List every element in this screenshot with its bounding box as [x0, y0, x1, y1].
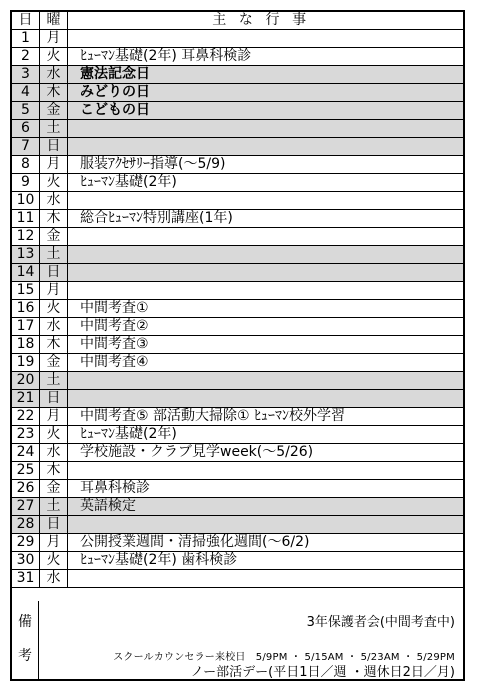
weekday-cell: 月 — [40, 282, 68, 300]
day-number: 27 — [12, 498, 40, 516]
event-cell: ﾋｭｰﾏﾝ基礎(2年) 耳鼻科検診 — [68, 48, 464, 66]
event-cell: 中間考査③ — [68, 336, 464, 354]
weekday-cell: 月 — [40, 30, 68, 48]
schedule-row — [12, 408, 463, 426]
day-number: 31 — [12, 570, 40, 588]
day-number: 3 — [12, 66, 40, 84]
event-cell: ﾋｭｰﾏﾝ基礎(2年) 歯科検診 — [68, 552, 464, 570]
schedule-row — [12, 300, 463, 318]
schedule-row — [12, 30, 463, 48]
weekday-cell: 木 — [40, 84, 68, 102]
day-number: 5 — [12, 102, 40, 120]
schedule-row — [12, 444, 463, 462]
schedule-row — [12, 426, 463, 444]
schedule-row — [12, 570, 463, 588]
event-cell: 中間考査① — [68, 300, 464, 318]
notes-section — [12, 601, 463, 679]
weekday-cell: 火 — [40, 174, 68, 192]
schedule-row — [12, 480, 463, 498]
no-club-day-note: ノー部活デー(平日1日／週 ・週休日2日／月) — [190, 665, 455, 680]
parent-meeting-note: 3年保護者会(中間考査中) — [306, 615, 455, 630]
event-cell: 憲法記念日 — [68, 66, 464, 84]
schedule-row — [12, 174, 463, 192]
event-cell: 中間考査④ — [68, 354, 464, 372]
event-cell — [68, 228, 464, 246]
event-cell — [68, 120, 464, 138]
day-number: 10 — [12, 192, 40, 210]
day-number: 7 — [12, 138, 40, 156]
schedule-row — [12, 192, 463, 210]
notes-label-char-1: 備 — [18, 614, 32, 630]
event-cell — [68, 570, 464, 588]
event-cell: ﾋｭｰﾏﾝ基礎(2年) — [68, 426, 464, 444]
day-number: 14 — [12, 264, 40, 282]
schedule-row — [12, 462, 463, 480]
monthly-schedule-sheet — [10, 10, 465, 681]
schedule-row — [12, 210, 463, 228]
weekday-cell: 火 — [40, 300, 68, 318]
schedule-row — [12, 282, 463, 300]
event-cell: 耳鼻科検診 — [68, 480, 464, 498]
event-cell: みどりの日 — [68, 84, 464, 102]
schedule-row — [12, 156, 463, 174]
weekday-cell: 水 — [40, 66, 68, 84]
schedule-row — [12, 534, 463, 552]
weekday-cell: 水 — [40, 318, 68, 336]
event-cell: 英語検定 — [68, 498, 464, 516]
day-number: 4 — [12, 84, 40, 102]
weekday-cell: 火 — [40, 552, 68, 570]
notes-label-char-2: 考 — [18, 648, 32, 664]
weekday-header: 曜 — [40, 12, 68, 30]
day-number: 16 — [12, 300, 40, 318]
day-number: 20 — [12, 372, 40, 390]
event-cell — [68, 516, 464, 534]
event-cell — [68, 30, 464, 48]
weekday-cell: 木 — [40, 210, 68, 228]
day-number: 21 — [12, 390, 40, 408]
weekday-cell: 土 — [40, 120, 68, 138]
event-cell — [68, 372, 464, 390]
day-number: 29 — [12, 534, 40, 552]
event-cell — [68, 246, 464, 264]
schedule-row — [12, 120, 463, 138]
day-number: 11 — [12, 210, 40, 228]
event-cell: 学校施設・クラブ見学week(～5/26) — [68, 444, 464, 462]
day-number: 28 — [12, 516, 40, 534]
day-header: 日 — [12, 12, 40, 30]
weekday-cell: 月 — [40, 534, 68, 552]
schedule-row — [12, 66, 463, 84]
event-cell — [68, 192, 464, 210]
weekday-cell: 日 — [40, 516, 68, 534]
weekday-cell: 土 — [40, 246, 68, 264]
schedule-row — [12, 84, 463, 102]
day-number: 23 — [12, 426, 40, 444]
day-number: 30 — [12, 552, 40, 570]
event-cell: 総合ﾋｭｰﾏﾝ特別講座(1年) — [68, 210, 464, 228]
schedule-row — [12, 318, 463, 336]
schedule-row — [12, 552, 463, 570]
day-number: 24 — [12, 444, 40, 462]
weekday-cell: 水 — [40, 570, 68, 588]
weekday-cell: 金 — [40, 480, 68, 498]
weekday-cell: 木 — [40, 462, 68, 480]
schedule-table — [12, 12, 463, 588]
schedule-row — [12, 264, 463, 282]
day-number: 8 — [12, 156, 40, 174]
day-number: 19 — [12, 354, 40, 372]
schedule-row — [12, 498, 463, 516]
schedule-row — [12, 138, 463, 156]
weekday-cell: 金 — [40, 102, 68, 120]
event-cell: 公開授業週間・清掃強化週間(～6/2) — [68, 534, 464, 552]
schedule-row — [12, 354, 463, 372]
day-number: 25 — [12, 462, 40, 480]
day-number: 17 — [12, 318, 40, 336]
schedule-row — [12, 228, 463, 246]
schedule-row — [12, 48, 463, 66]
weekday-cell: 水 — [40, 192, 68, 210]
weekday-cell: 日 — [40, 264, 68, 282]
event-cell: 服装ｱｸｾｻﾘｰ指導(～5/9) — [68, 156, 464, 174]
weekday-cell: 火 — [40, 48, 68, 66]
day-number: 18 — [12, 336, 40, 354]
event-cell: ﾋｭｰﾏﾝ基礎(2年) — [68, 174, 464, 192]
event-cell: こどもの日 — [68, 102, 464, 120]
day-number: 6 — [12, 120, 40, 138]
events-header: 主な行事 — [68, 12, 464, 30]
schedule-row — [12, 246, 463, 264]
event-cell — [68, 462, 464, 480]
weekday-cell: 金 — [40, 354, 68, 372]
event-cell — [68, 138, 464, 156]
event-cell — [68, 264, 464, 282]
schedule-row — [12, 516, 463, 534]
weekday-cell: 水 — [40, 444, 68, 462]
notes-label — [12, 601, 39, 679]
event-cell: 中間考査⑤ 部活動大掃除① ﾋｭｰﾏﾝ校外学習 — [68, 408, 464, 426]
weekday-cell: 土 — [40, 372, 68, 390]
day-number: 9 — [12, 174, 40, 192]
event-cell: 中間考査② — [68, 318, 464, 336]
day-number: 12 — [12, 228, 40, 246]
weekday-cell: 金 — [40, 228, 68, 246]
day-number: 22 — [12, 408, 40, 426]
schedule-row — [12, 102, 463, 120]
header-row — [12, 12, 463, 30]
counselor-visit-note: スクールカウンセラー来校日 5/9PM ・ 5/15AM ・ 5/23AM ・ 5/29PM — [113, 652, 455, 663]
weekday-cell: 火 — [40, 426, 68, 444]
day-number: 15 — [12, 282, 40, 300]
day-number: 26 — [12, 480, 40, 498]
event-cell — [68, 282, 464, 300]
weekday-cell: 日 — [40, 390, 68, 408]
schedule-row — [12, 390, 463, 408]
weekday-cell: 日 — [40, 138, 68, 156]
day-number: 13 — [12, 246, 40, 264]
schedule-row — [12, 336, 463, 354]
weekday-cell: 月 — [40, 156, 68, 174]
day-number: 1 — [12, 30, 40, 48]
weekday-cell: 土 — [40, 498, 68, 516]
weekday-cell: 木 — [40, 336, 68, 354]
day-number: 2 — [12, 48, 40, 66]
schedule-body — [12, 30, 463, 588]
weekday-cell: 月 — [40, 408, 68, 426]
schedule-row — [12, 372, 463, 390]
event-cell — [68, 390, 464, 408]
